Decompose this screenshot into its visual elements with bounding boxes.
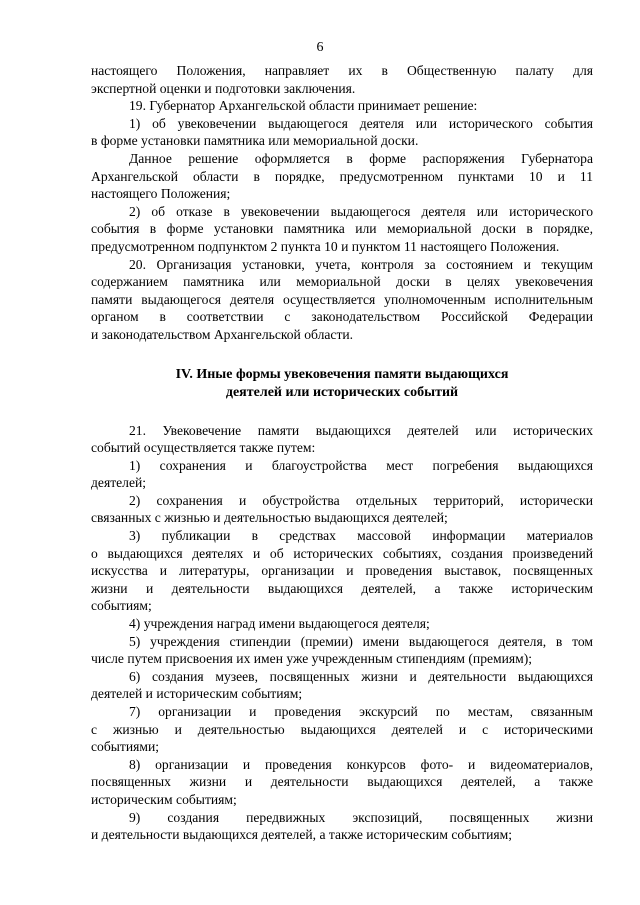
- section-heading: [91, 366, 593, 402]
- line: 5) учреждения стипендии (премии) имени выдающегося деятеля, в том: [129, 633, 593, 649]
- line: и законодательством Архангельской области.: [91, 326, 354, 342]
- line: памяти выдающегося деятеля осуществляется уполномоченным исполнительным: [91, 291, 593, 307]
- section-heading-line: деятелей или исторических событий: [225, 384, 459, 400]
- line: событиями;: [91, 739, 160, 755]
- line: жизни и деятельности выдающихся деятелей, а также историческим: [91, 580, 593, 596]
- line: событий осуществляется также путем:: [91, 440, 316, 456]
- line: 19. Губернатор Архангельской области принимает решение:: [129, 98, 478, 114]
- line: связанных с жизнью и деятельностью выдающихся деятелей;: [91, 510, 448, 526]
- line: событиям;: [91, 598, 152, 614]
- section-heading-line: IV. Иные формы увековечения памяти выдающихся: [175, 366, 509, 382]
- paragraphs-bottom: [91, 422, 593, 844]
- line: 4) учреждения наград имени выдающегося деятеля;: [129, 616, 430, 632]
- line: события в форме установки памятника или мемориальной доски в порядке,: [91, 221, 593, 237]
- line: Данное решение оформляется в форме распоряжения Губернатора: [129, 150, 593, 166]
- line: 8) организации и проведения конкурсов фото- и видеоматериалов,: [129, 756, 593, 772]
- document-body: [91, 62, 593, 844]
- line: искусства и литературы, организации и проведения выставок, посвященных: [91, 563, 593, 579]
- line: настоящего Положения;: [91, 186, 231, 202]
- paragraphs-top: [91, 62, 593, 344]
- line: числе путем присвоения их имен уже учрежденным стипендиям (премиям);: [91, 651, 533, 667]
- line: 3) публикации в средствах массовой информации материалов: [129, 528, 593, 544]
- line: деятелей;: [91, 475, 147, 491]
- line: 21. Увековечение памяти выдающихся деятелей или исторических: [129, 422, 593, 438]
- line: 2) сохранения и обустройства отдельных территорий, исторически: [129, 492, 593, 508]
- line: 1) об увековечении выдающегося деятеля или исторического события: [129, 115, 593, 131]
- line: настоящего Положения, направляет их в Общественную палату для: [91, 63, 593, 78]
- line: с жизнью и деятельностью выдающихся деятелей и с историческими: [91, 721, 593, 737]
- line: историческим событиям;: [91, 791, 237, 807]
- line: 9) создания передвижных экспозиций, посвященных жизни: [129, 809, 593, 825]
- line: органом в соответствии с законодательством Российской Федерации: [91, 309, 593, 325]
- line: 6) создания музеев, посвященных жизни и деятельности выдающихся: [129, 668, 593, 684]
- line: содержанием памятника или мемориальной доски в целях увековечения: [91, 274, 593, 290]
- page-number: 6: [316, 40, 324, 55]
- line: 20. Организация установки, учета, контроля за состоянием и текущим: [129, 256, 593, 272]
- line: 7) организации и проведения экскурсий по местам, связанным: [129, 704, 593, 719]
- line: экспертной оценки и подготовки заключения.: [91, 80, 356, 96]
- line: 2) об отказе в увековечении выдающегося деятеля или исторического: [129, 203, 593, 219]
- line: и деятельности выдающихся деятелей, а также историческим событиям;: [91, 827, 513, 843]
- line: 1) сохранения и благоустройства мест погребения выдающихся: [129, 457, 593, 473]
- line: предусмотренном подпунктом 2 пункта 10 и пунктом 11 настоящего Положения.: [91, 238, 560, 254]
- line: Архангельской области в порядке, предусмотренном пунктами 10 и 11: [91, 168, 593, 184]
- line: посвященных жизни и деятельности выдающихся деятелей, а также: [91, 774, 593, 790]
- line: в форме установки памятника или мемориальной доски.: [91, 133, 419, 149]
- line: о выдающихся деятелях и об исторических событиях, создания произведений: [91, 545, 593, 561]
- line: деятелей и историческим событиям;: [91, 686, 303, 702]
